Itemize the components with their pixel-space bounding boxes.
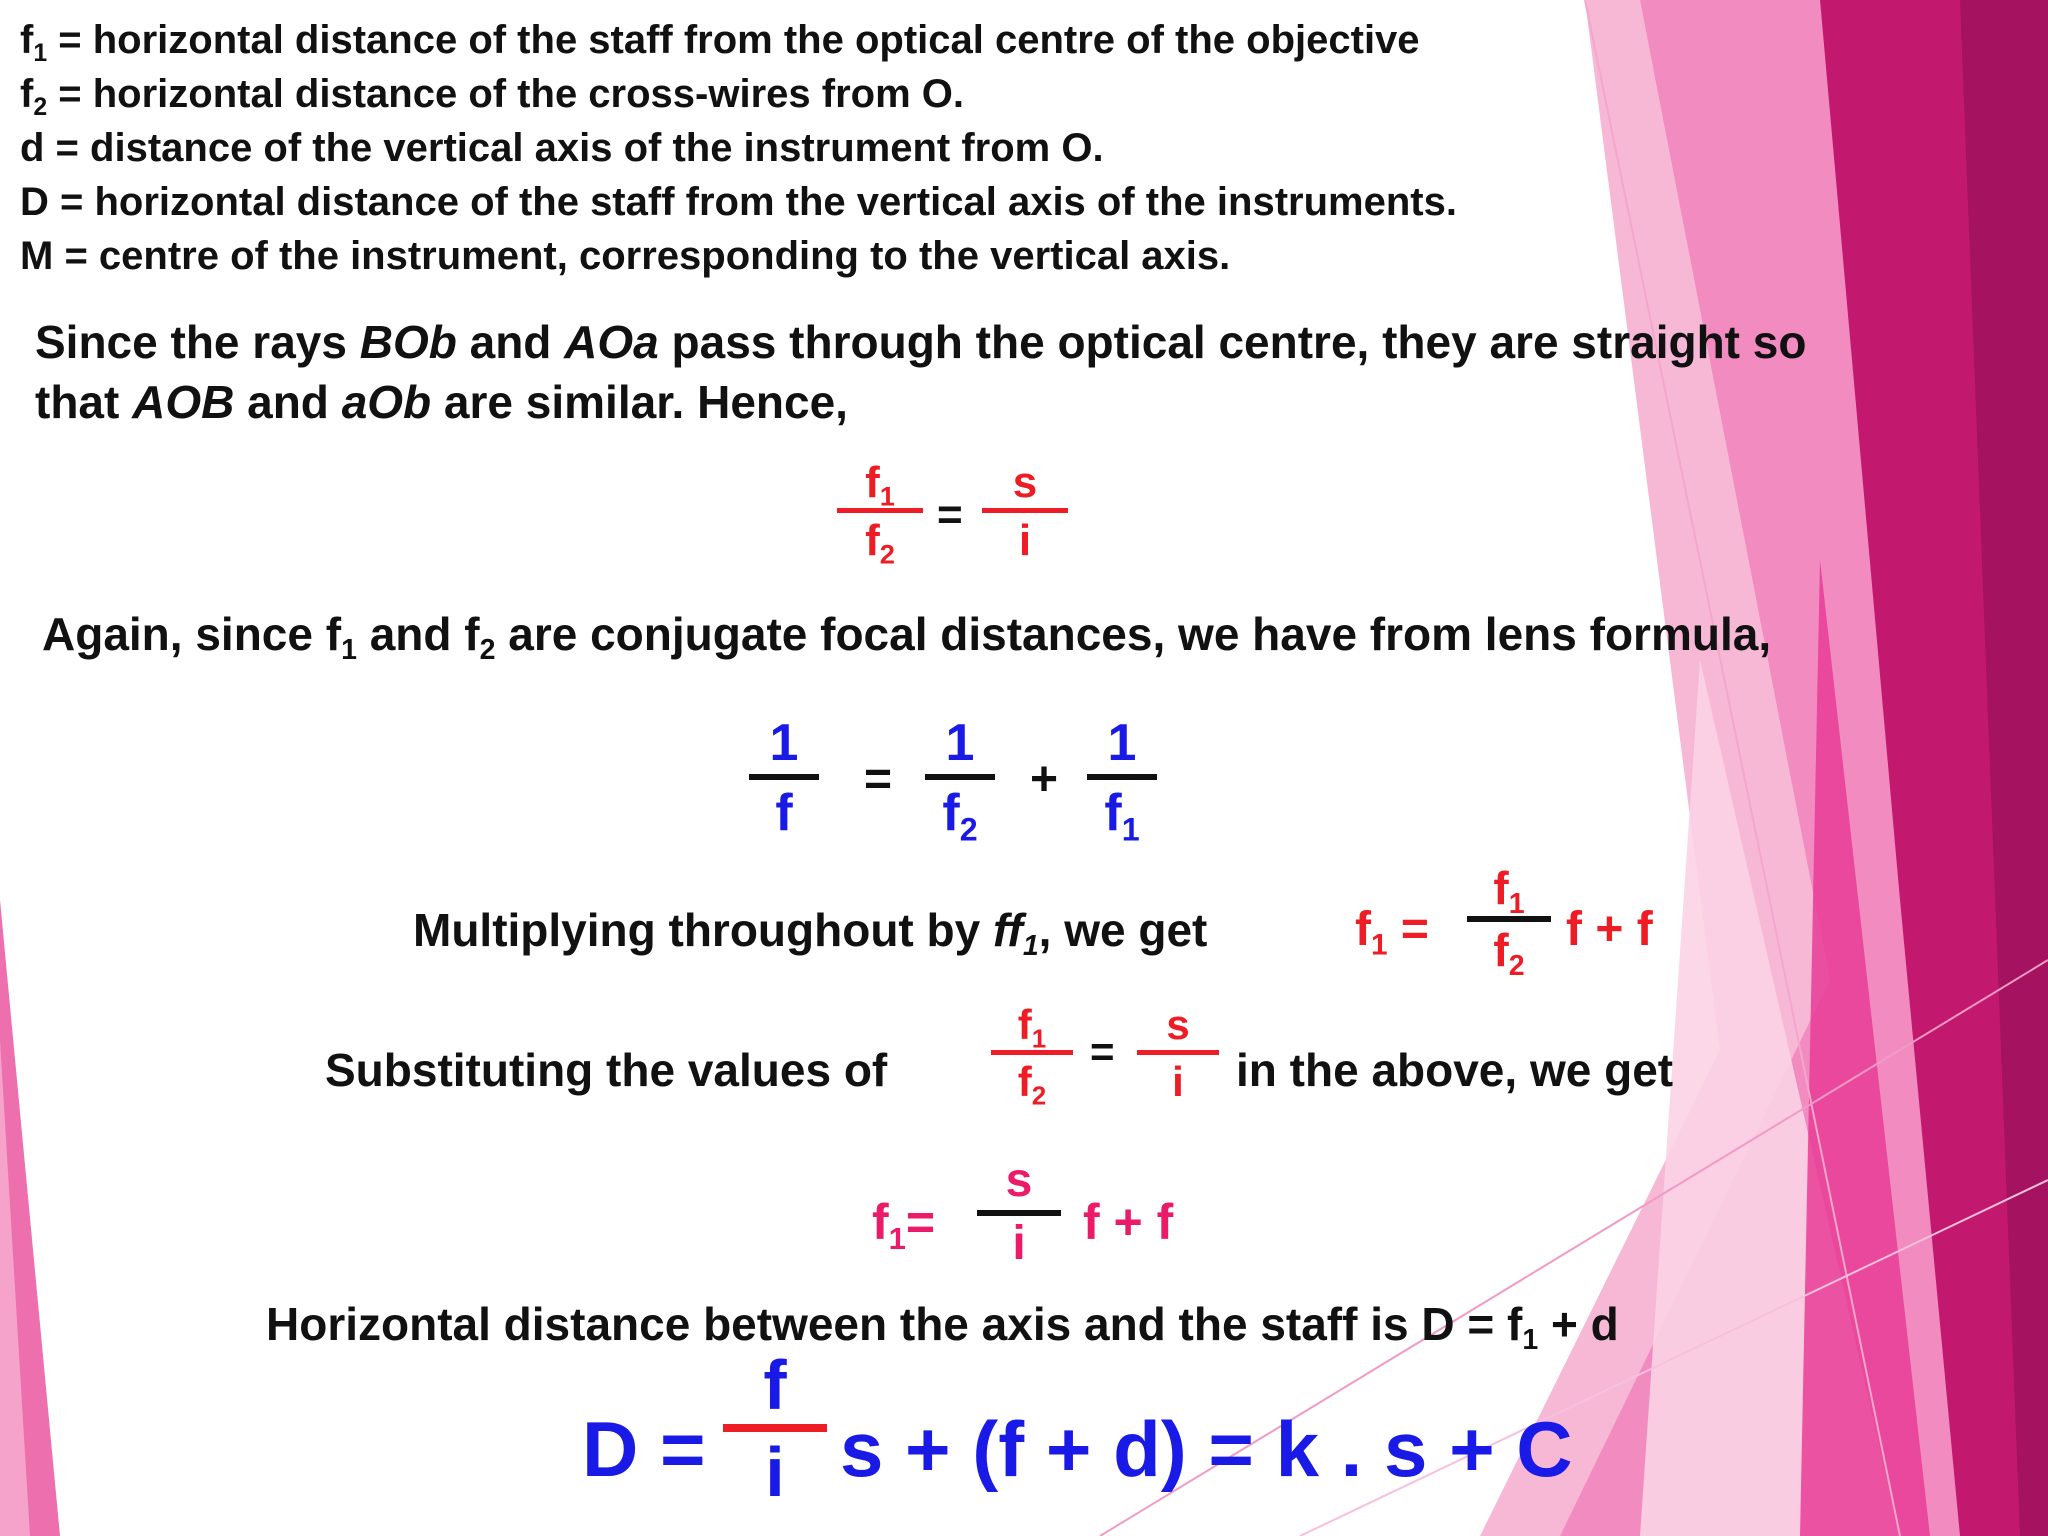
numerator: 1 (945, 714, 975, 772)
def-text: = distance of the vertical axis of the instrument from O. (44, 126, 1104, 170)
text-italic: $ff_1$ (993, 904, 1039, 963)
fraction-f-i (722, 1346, 828, 1512)
fraction-1-f2 (924, 712, 996, 846)
subscript: 2 (479, 634, 496, 667)
def-symbol: d (20, 126, 45, 170)
fraction-bar (723, 1424, 827, 1432)
text: and (234, 376, 342, 428)
text-italic: BOb (359, 316, 457, 368)
rhs-expression: s + (f + d) = k . s + C (840, 1405, 1573, 1493)
equals-sign: = (937, 490, 963, 539)
text: Since the rays (35, 316, 360, 368)
definition-d (20, 126, 1104, 170)
text: are conjugate focal distances, we have from lens formula, (495, 608, 1772, 660)
def-symbol: D (20, 180, 49, 224)
text: Multiplying throughout by (413, 904, 993, 956)
text-italic: AOa (564, 316, 659, 368)
paragraph-rays-line1 (35, 312, 1806, 372)
paragraph-lens-formula (42, 604, 1772, 667)
subscript: 1 (341, 634, 357, 667)
lhs-D: D = (582, 1405, 706, 1493)
def-text: = horizontal distance of the staff from the optical centre of the objective (47, 18, 1420, 62)
paragraph-substituting-end: in the above, we get (1236, 1044, 1674, 1096)
paragraph-substituting: Substituting the values of (325, 1044, 888, 1096)
numerator: $f_1$ (865, 458, 895, 512)
denominator: $f_1$ (1104, 784, 1140, 848)
denominator: i (765, 1433, 785, 1511)
plus-sign: + (1030, 753, 1059, 806)
def-symbol: M (20, 234, 54, 278)
fraction-s-i (980, 458, 1070, 569)
fraction-s-i (1136, 1000, 1220, 1109)
text: and (456, 316, 565, 368)
text: pass through the optical centre, they are straight so (658, 316, 1807, 368)
text-italic: AOB (132, 376, 235, 428)
text: are similar. Hence, (431, 376, 848, 428)
def-subscript: 2 (33, 93, 48, 121)
text: Again, since f (42, 608, 342, 660)
definition-M (20, 234, 1230, 278)
numerator: $f_1$ (1493, 862, 1525, 921)
denominator: $f_2$ (1017, 1058, 1047, 1111)
denominator: $f_2$ (865, 516, 895, 570)
def-text: = horizontal distance of the cross-wires from O. (47, 72, 964, 116)
fraction-1-f1 (1086, 712, 1158, 846)
numerator: s (1012, 458, 1038, 507)
paragraph-rays-line2 (35, 372, 848, 432)
numerator: s (1166, 1001, 1190, 1048)
fraction-f1-f2 (990, 1000, 1074, 1109)
denominator: f (775, 784, 793, 842)
text: , we get (1038, 904, 1208, 956)
equals-sign: = (864, 753, 893, 806)
def-text: = horizontal distance of the staff from the vertical axis of the instruments. (48, 180, 1457, 224)
subscript: 1 (1522, 1324, 1539, 1357)
numerator: 1 (769, 714, 799, 772)
text: Horizontal distance between the axis and the staff is D = f (266, 1298, 1523, 1350)
text-italic: aOb (341, 376, 432, 428)
numerator: s (1005, 1154, 1033, 1207)
rhs-f-plus-f: f + f (1566, 903, 1653, 956)
def-symbol: f (20, 18, 34, 62)
text: and f (356, 608, 480, 660)
fraction-f1-f2 (1466, 860, 1552, 983)
fraction-s-i (976, 1152, 1062, 1272)
lhs-f1: $f_1$ = (1355, 903, 1429, 962)
paragraph-horizontal-distance (266, 1294, 1619, 1357)
lhs-f1: $f_1=$ (872, 1194, 936, 1256)
definition-f1 (20, 18, 1420, 67)
numerator: f (763, 1346, 787, 1424)
denominator: $f_2$ (942, 784, 978, 848)
denominator: $f_2$ (1493, 924, 1525, 983)
denominator: i (1018, 516, 1032, 565)
paragraph-multiplying (413, 900, 1208, 963)
text: that (35, 376, 133, 428)
numerator: 1 (1107, 714, 1137, 772)
text: + d (1538, 1298, 1619, 1350)
def-symbol: f (20, 72, 34, 116)
rhs-f-plus-f: f + f (1083, 1194, 1174, 1250)
denominator: i (1172, 1058, 1184, 1105)
definition-f2 (20, 72, 964, 121)
def-text: = centre of the instrument, corresponding to the vertical axis. (53, 234, 1231, 278)
fraction-f1-f2 (835, 458, 925, 569)
denominator: i (1012, 1217, 1026, 1270)
equals-sign: = (1090, 1028, 1115, 1075)
definition-D (20, 180, 1457, 224)
fraction-1-f (748, 712, 820, 846)
def-subscript: 1 (33, 39, 48, 67)
numerator: $f_1$ (1017, 1001, 1047, 1054)
